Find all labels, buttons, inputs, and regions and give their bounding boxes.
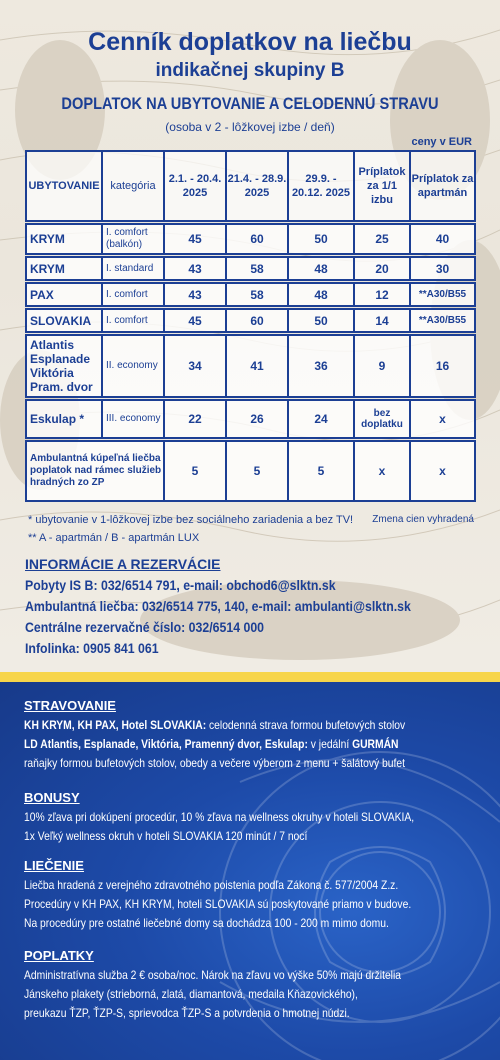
price-change-note: Zmena cien vyhradená — [372, 514, 474, 525]
section-liecenie: LIEČENIE Liečba hradená z verejného zdravotného poistenia podľa Zákona č. 577/2004 Z.z. Procedúry v KH PAX, KH KRYM, hoteli SLOVAKIA sú poskytované priamo v budove. Na procedúry pre ostatné liečebné domy sa dochádza 100 - 200 m mimo domu. — [24, 858, 494, 933]
section-title: DOPLATOK NA UBYTOVANIE A CELODENNÚ STRAVU — [61, 94, 439, 113]
info-section — [0, 682, 500, 1060]
stravovanie-heading: STRAVOVANIE — [24, 698, 116, 713]
table-row: Eskulap * III. economy 22 26 24 bez doplatku x — [26, 400, 475, 438]
contact-infoline: Infolinka: 0905 841 061 — [25, 640, 159, 656]
table-row: PAX I. comfort 43 58 48 12 **A30/B55 — [26, 283, 475, 306]
contact-info — [25, 556, 464, 659]
single-room-note: * ubytovanie v 1-lôžkovej izbe bez sociálneho zariadenia a bez TV! — [28, 514, 354, 526]
main-title: Cenník doplatkov na liečbu — [88, 28, 412, 56]
table-row: SLOVAKIA I. comfort 45 60 50 14 **A30/B55 — [26, 309, 475, 332]
poplatky-heading: POPLATKY — [24, 948, 94, 963]
section-poplatky: POPLATKY Administratívna služba 2 € osoba/noc. Nárok na zľavu vo výške 50% majú držitelia Jánskeho plakety (strieborná, zlatá, diamantová, medaila Kňazovického), preukazu ŤZP, ŤZP-S, sprievodca ŤZP-S a potvrdenia o hmotnej núdzi. — [24, 948, 494, 1023]
contact-ambulatory: Ambulantná liečba: 032/6514 775, 140, e-mail: ambulanti@slktn.sk — [25, 598, 411, 614]
header-accommodation: UBYTOVANIE — [26, 151, 102, 221]
table-row: KRYM I. standard 43 58 48 20 30 — [26, 257, 475, 280]
contact-central: Centrálne rezervačné číslo: 032/6514 000 — [25, 619, 265, 635]
section-bonusy: BONUSY 10% zľava pri dokúpení procedúr, 10 % zľava na wellness okruhy v hoteli SLOVAKIA, 1x Veľký wellness okruh v hoteli SLOVAKIA 120 minút / 7 nocí — [24, 790, 494, 846]
table-row: Atlantis Esplanade Viktória Pram. dvor II. economy 34 41 36 9 16 — [26, 335, 475, 397]
price-table — [25, 150, 476, 502]
contact-heading: INFORMÁCIE A REZERVÁCIE — [25, 556, 221, 572]
header-period-3: 29.9. - 20.12. 2025 — [288, 151, 354, 221]
header-category: kategória — [102, 151, 164, 221]
header-single-supplement: Príplatok za 1/1 izbu — [354, 151, 410, 221]
table-row: Ambulantná kúpeľná liečba poplatok nad rámec služieb hradných zo ZP 5 5 5 x x — [26, 441, 475, 501]
bonusy-heading: BONUSY — [24, 790, 80, 805]
divider-stripe — [0, 672, 500, 682]
apartment-note: ** A - apartmán / B - apartmán LUX — [28, 532, 200, 544]
table-header-row — [26, 151, 475, 221]
header-period-2: 21.4. - 28.9. 2025 — [226, 151, 288, 221]
liecenie-heading: LIEČENIE — [24, 858, 84, 873]
table-row: KRYM I. comfort (balkón) 45 60 50 25 40 — [26, 224, 475, 254]
contact-stays: Pobyty IS B: 032/6514 791, e-mail: obchod6@slktn.sk — [25, 577, 336, 593]
header-apartment-supplement: Príplatok za apartmán — [410, 151, 475, 221]
main-subtitle: indikačnej skupiny B — [155, 60, 345, 81]
header-period-1: 2.1. - 20.4. 2025 — [164, 151, 226, 221]
occupancy-note: (osoba v 2 - lôžkovej izbe / deň) — [165, 120, 335, 134]
section-stravovanie: STRAVOVANIE KH KRYM, KH PAX, Hotel SLOVAKIA: celodenná strava formou bufetových stolov LD Atlantis, Esplanade, Viktória, Pramenný dvor, Eskulap: v jedální GURMÁN raňajky formou bufetových stolov, obedy a večere výberom z menu + šalátový bufet — [24, 698, 494, 773]
currency-label: ceny v EUR — [411, 136, 472, 148]
